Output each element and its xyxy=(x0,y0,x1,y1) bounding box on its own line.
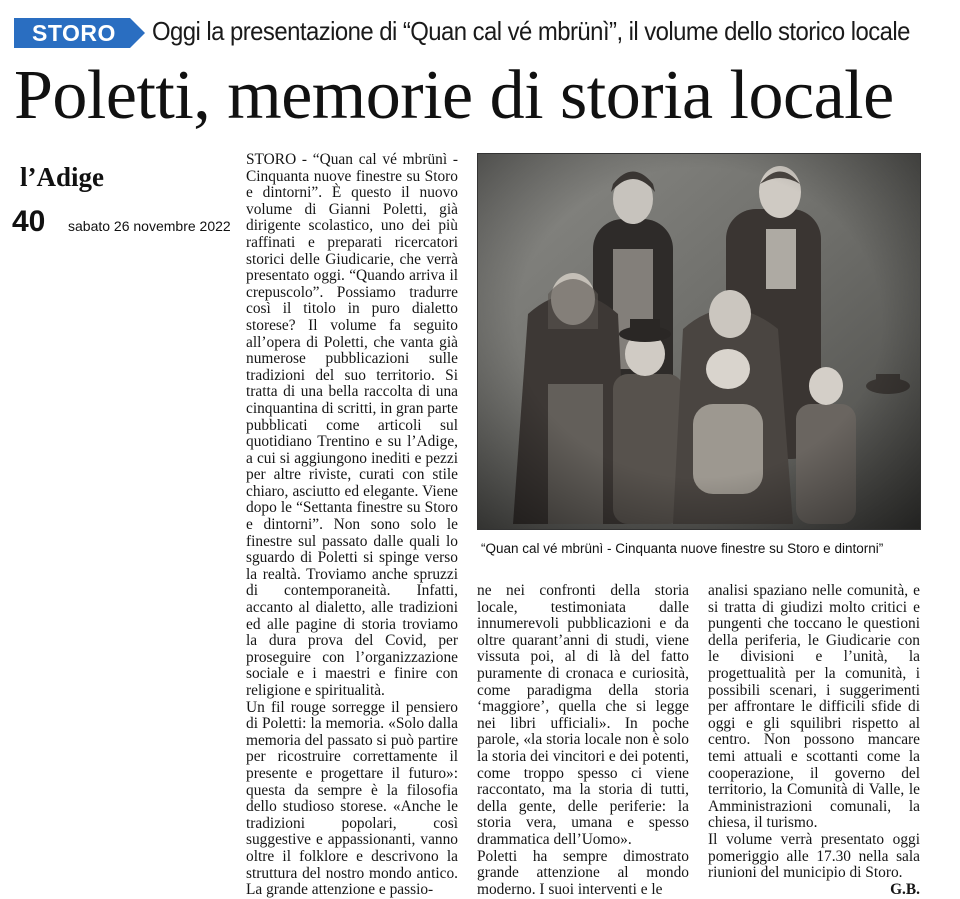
article-paragraph xyxy=(708,830,920,898)
article-column-1 xyxy=(246,152,458,899)
article-paragraph: ne nei confronti della storia locale, testimoniata dalle innumerevoli pubblicazioni e da oltre quarant’anni di studi, viene vissuta poi, al di là del fatto puramente di cronaca e curiosità, come paradigma della storia ‘maggiore’, quella che si legge nei libri ufficiali». In poche parole, «la storia locale non è solo la storia dei vincitori e dei potenti, come troppo spesso ci viene raccontato, ma la storia di tutti, della gente, delle periferie: la storia vera, umana e spesso drammatica dell’Uomo». xyxy=(477,582,689,848)
headline: Poletti, memorie di storia locale xyxy=(14,57,894,134)
family-photo-illustration xyxy=(478,154,920,529)
page-number: 40 xyxy=(12,205,46,238)
article-paragraph: Un fil rouge sorregge il pensiero di Poletti: la memoria. «Solo dalla memoria del passato si può partire per ricostruire correttamente il presente e progettare il futuro»: questa da sempre è la filosofia dello studioso storese. «Anche le tradizioni popolari, così suggestive e appassionanti, vanno oltre il folklore e descrivono la struttura del nostro mondo antico. La grande attenzione e passio- xyxy=(246,698,458,899)
kicker: Oggi la presentazione di “Quan cal vé mbrünì”, il volume dello storico locale xyxy=(152,16,910,46)
section-tag xyxy=(14,18,144,48)
article-column-2 xyxy=(477,583,689,898)
historic-family-photo xyxy=(477,153,921,530)
article-column-3 xyxy=(708,583,920,898)
section-tag-label: STORO xyxy=(32,20,116,46)
photo-caption: “Quan cal vé mbrünì - Cinquanta nuove finestre su Storo e dintorni” xyxy=(481,541,884,556)
newspaper-name: l’Adige xyxy=(20,162,104,192)
author-signature: G.B. xyxy=(890,880,920,898)
publication-date: sabato 26 novembre 2022 xyxy=(68,218,231,234)
article-paragraph: analisi spaziano nelle comunità, e si tratta di giudizi molto critici e pungenti che toccano le questioni della periferia, le Giudicarie con le divisioni e l’unità, la progettualità per la comunità, i possibili scenari, i suggerimenti per affrontare le difficili sfide di oggi e gli squilibri rispetto al centro. Non possono mancare temi attuali e scottanti come la cooperazione, il governo del territorio, la Comunità di Valle, le Amministrazioni comunali, la chiesa, il turismo. xyxy=(708,582,920,832)
article-closing-text: Il volume verrà presentato oggi pomeriggio alle 17.30 nella sala riunioni del municipio di Storo. xyxy=(708,830,920,882)
article-paragraph: Poletti ha sempre dimostrato grande attenzione al mondo moderno. I suoi interventi e le xyxy=(477,847,689,898)
article-paragraph: STORO - “Quan cal vé mbrünì - Cinquanta nuove finestre su Storo e dintorni”. È questo il nuovo volume di Gianni Poletti, già dirigente scolastico, uno dei più raffinati e preparati ricercatori storici delle Giudicarie, che verrà presentato oggi. “Quando arriva il crepuscolo”. Possiamo tradurre così il titolo in puro dialetto storese? Il volume fa seguito all’opera di Poletti, che vanta già numerose pubblicazioni sulle tradizioni del suo territorio. Si tratta di una bella raccolta di una cinquantina di scritti, in gran parte pubblicati come articoli sul quotidiano Trentino e su l’Adige, a cui si aggiungono inediti e pezzi per altre riviste, curati con stile chiaro, asciutto ed elegante. Viene dopo le “Settanta finestre su Storo e dintorni”. Non sono solo le finestre sul passato dalle quali lo sguardo di Poletti si spinge verso la realtà. Troviamo anche spruzzi di contemporaneità. Infatti, accanto al dialetto, alle tradizioni ed alle pagine di storia troviamo la dura prova del Covid, per proseguire con l’organizzazione sociale e i maestri e finire con religione e spiritualità. xyxy=(246,151,458,699)
